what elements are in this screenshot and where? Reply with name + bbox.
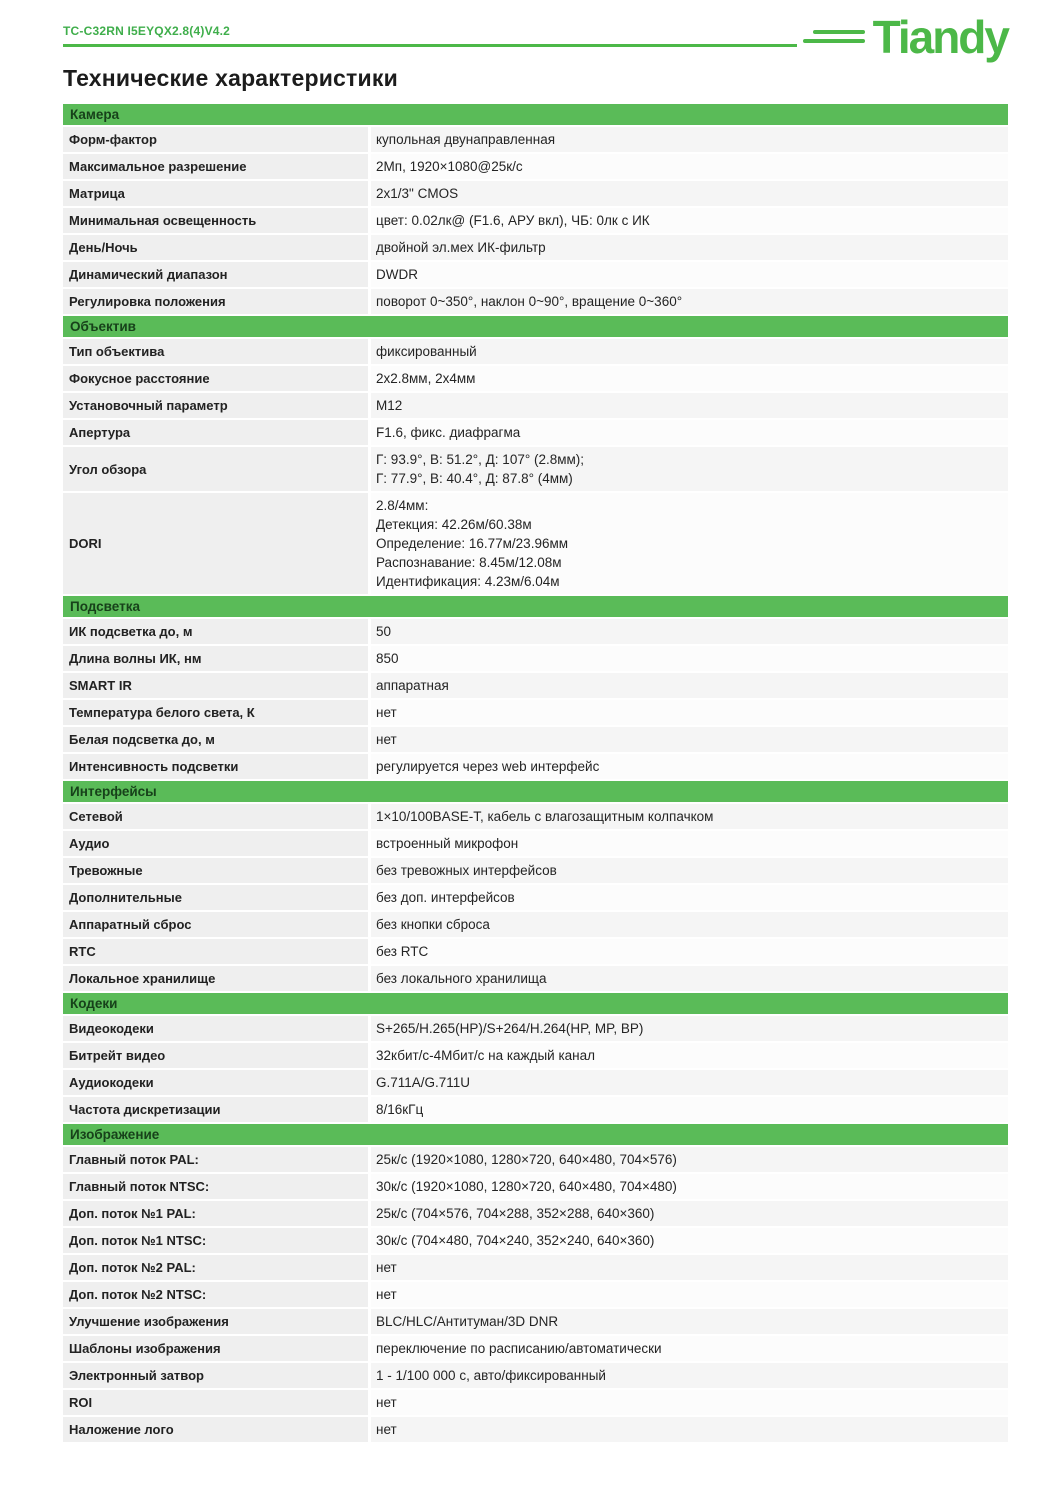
row-value xyxy=(371,289,1008,314)
value-line: Идентификация: 4.23м/6.04м xyxy=(376,574,560,589)
spec-row xyxy=(63,493,1008,594)
row-label: Матрица xyxy=(63,181,371,206)
row-value xyxy=(371,966,1008,991)
row-label: Сетевой xyxy=(63,804,371,829)
row-value xyxy=(371,447,1008,491)
row-label: Минимальная освещенность xyxy=(63,208,371,233)
spec-section xyxy=(63,316,1008,594)
row-label: Белая подсветка до, м xyxy=(63,727,371,752)
value-line: S+265/H.265(HP)/S+264/H.264(HP, MP, BP) xyxy=(376,1021,644,1036)
spec-row xyxy=(63,393,1008,418)
value-line: двойной эл.мех ИК-фильтр xyxy=(376,240,546,255)
row-value xyxy=(371,1309,1008,1334)
row-label: Динамический диапазон xyxy=(63,262,371,287)
row-value xyxy=(371,1336,1008,1361)
row-value xyxy=(371,646,1008,671)
section-body xyxy=(63,127,1008,314)
row-label: ИК подсветка до, м xyxy=(63,619,371,644)
spec-section xyxy=(63,596,1008,779)
value-line: 50 xyxy=(376,624,392,639)
spec-row xyxy=(63,885,1008,910)
row-label: Форм-фактор xyxy=(63,127,371,152)
row-value xyxy=(371,393,1008,418)
value-line: 1×10/100BASE-T, кабель с влагозащитным колпачком xyxy=(376,809,714,824)
value-line: нет xyxy=(376,1287,397,1302)
row-label: Видеокодеки xyxy=(63,1016,371,1041)
row-value xyxy=(371,804,1008,829)
spec-row xyxy=(63,966,1008,991)
row-value xyxy=(371,493,1008,594)
row-label: Апертура xyxy=(63,420,371,445)
value-line: 8/16кГц xyxy=(376,1102,424,1117)
row-label: Аудиокодеки xyxy=(63,1070,371,1095)
row-value xyxy=(371,1282,1008,1307)
row-value xyxy=(371,831,1008,856)
value-line: 1 - 1/100 000 с, авто/фиксированный xyxy=(376,1368,606,1383)
row-value xyxy=(371,885,1008,910)
row-value xyxy=(371,1363,1008,1388)
row-label: Установочный параметр xyxy=(63,393,371,418)
row-label: Угол обзора xyxy=(63,447,371,491)
value-line: поворот 0~350°, наклон 0~90°, вращение 0~360° xyxy=(376,294,683,309)
value-line: аппаратная xyxy=(376,678,449,693)
spec-row xyxy=(63,1043,1008,1068)
value-line: Определение: 16.77м/23.96мм xyxy=(376,536,569,551)
row-value xyxy=(371,1016,1008,1041)
section-header: Камера xyxy=(63,104,1008,125)
row-label: Шаблоны изображения xyxy=(63,1336,371,1361)
value-line: встроенный микрофон xyxy=(376,836,519,851)
spec-row xyxy=(63,1201,1008,1226)
row-value xyxy=(371,1255,1008,1280)
spec-row xyxy=(63,447,1008,491)
value-line: без RTC xyxy=(376,944,429,959)
spec-row xyxy=(63,673,1008,698)
row-label: Доп. поток №1 PAL: xyxy=(63,1201,371,1226)
value-line: 30к/с (704×480, 704×240, 352×240, 640×360) xyxy=(376,1233,655,1248)
section-header: Изображение xyxy=(63,1124,1008,1145)
spec-row xyxy=(63,619,1008,644)
row-label: Тревожные xyxy=(63,858,371,883)
section-body xyxy=(63,804,1008,991)
row-label: Аппаратный сброс xyxy=(63,912,371,937)
row-label: Дополнительные xyxy=(63,885,371,910)
row-label: DORI xyxy=(63,493,371,594)
spec-row xyxy=(63,181,1008,206)
spec-section xyxy=(63,781,1008,991)
value-line: без кнопки сброса xyxy=(376,917,490,932)
row-value xyxy=(371,673,1008,698)
spec-row xyxy=(63,1255,1008,1280)
value-line: F1.6, фикс. диафрагма xyxy=(376,425,521,440)
spec-row xyxy=(63,646,1008,671)
row-label: Длина волны ИК, нм xyxy=(63,646,371,671)
row-value xyxy=(371,1070,1008,1095)
spec-row xyxy=(63,262,1008,287)
spec-row xyxy=(63,127,1008,152)
header-rule xyxy=(63,14,797,47)
spec-row xyxy=(63,1174,1008,1199)
logo-dashes-icon xyxy=(803,30,865,43)
spec-row xyxy=(63,289,1008,314)
value-line: без локального хранилища xyxy=(376,971,547,986)
row-value xyxy=(371,1228,1008,1253)
section-header: Объектив xyxy=(63,316,1008,337)
row-value xyxy=(371,181,1008,206)
value-line: Г: 93.9°, В: 51.2°, Д: 107° (2.8мм); xyxy=(376,452,585,467)
value-line: нет xyxy=(376,1260,397,1275)
row-value xyxy=(371,1174,1008,1199)
value-line: 2Мп, 1920×1080@25к/с xyxy=(376,159,523,174)
spec-row xyxy=(63,235,1008,260)
row-label: Максимальное разрешение xyxy=(63,154,371,179)
value-line: BLC/HLC/Антитуман/3D DNR xyxy=(376,1314,559,1329)
row-label: Доп. поток №2 PAL: xyxy=(63,1255,371,1280)
spec-row xyxy=(63,1363,1008,1388)
row-label: RTC xyxy=(63,939,371,964)
value-line: M12 xyxy=(376,398,403,413)
row-label: Интенсивность подсветки xyxy=(63,754,371,779)
value-line: нет xyxy=(376,705,397,720)
value-line: 2x1/3" CMOS xyxy=(376,186,459,201)
spec-row xyxy=(63,1336,1008,1361)
spec-row xyxy=(63,700,1008,725)
row-value xyxy=(371,619,1008,644)
section-header: Кодеки xyxy=(63,993,1008,1014)
row-value xyxy=(371,1201,1008,1226)
row-label: Главный поток NTSC: xyxy=(63,1174,371,1199)
row-label: Наложение лого xyxy=(63,1417,371,1442)
row-value xyxy=(371,1147,1008,1172)
row-value xyxy=(371,1097,1008,1122)
spec-row xyxy=(63,1147,1008,1172)
row-label: Тип объектива xyxy=(63,339,371,364)
spec-row xyxy=(63,754,1008,779)
spec-table xyxy=(63,104,1008,1442)
spec-row xyxy=(63,1097,1008,1122)
value-line: 2x2.8мм, 2x4мм xyxy=(376,371,476,386)
value-line: 25к/с (704×576, 704×288, 352×288, 640×360) xyxy=(376,1206,655,1221)
section-header: Подсветка xyxy=(63,596,1008,617)
row-value xyxy=(371,127,1008,152)
row-value xyxy=(371,754,1008,779)
spec-row xyxy=(63,1228,1008,1253)
value-line: без тревожных интерфейсов xyxy=(376,863,557,878)
row-label: День/Ночь xyxy=(63,235,371,260)
logo-text: Tiandy xyxy=(872,10,1008,63)
spec-row xyxy=(63,1016,1008,1041)
row-label: Частота дискретизации xyxy=(63,1097,371,1122)
row-value xyxy=(371,154,1008,179)
row-value xyxy=(371,727,1008,752)
row-value xyxy=(371,420,1008,445)
spec-row xyxy=(63,804,1008,829)
row-value xyxy=(371,939,1008,964)
spec-row xyxy=(63,208,1008,233)
section-body xyxy=(63,1016,1008,1122)
value-line: купольная двунаправленная xyxy=(376,132,556,147)
spec-row xyxy=(63,1070,1008,1095)
spec-row xyxy=(63,1390,1008,1415)
row-label: Локальное хранилище xyxy=(63,966,371,991)
row-label: Регулировка положения xyxy=(63,289,371,314)
spec-section xyxy=(63,1124,1008,1442)
value-line: нет xyxy=(376,1422,397,1437)
value-line: нет xyxy=(376,732,397,747)
page-title: Технические характеристики xyxy=(63,65,398,91)
value-line: фиксированный xyxy=(376,344,477,359)
value-line: 30к/с (1920×1080, 1280×720, 640×480, 704×480) xyxy=(376,1179,677,1194)
spec-row xyxy=(63,366,1008,391)
value-line: 25к/с (1920×1080, 1280×720, 640×480, 704×576) xyxy=(376,1152,677,1167)
row-label: Электронный затвор xyxy=(63,1363,371,1388)
header xyxy=(63,10,1008,63)
value-line: переключение по расписанию/автоматически xyxy=(376,1341,662,1356)
spec-row xyxy=(63,1309,1008,1334)
spec-row xyxy=(63,1282,1008,1307)
row-value xyxy=(371,1043,1008,1068)
section-header: Интерфейсы xyxy=(63,781,1008,802)
spec-row xyxy=(63,727,1008,752)
row-label: Температура белого света, К xyxy=(63,700,371,725)
model-number: TC-C32RN I5EYQX2.8(4)V4.2 xyxy=(63,24,231,38)
spec-row xyxy=(63,939,1008,964)
spec-section xyxy=(63,993,1008,1122)
row-label: Улучшение изображения xyxy=(63,1309,371,1334)
value-line: без доп. интерфейсов xyxy=(376,890,515,905)
spec-row xyxy=(63,831,1008,856)
row-label: Доп. поток №1 NTSC: xyxy=(63,1228,371,1253)
section-body xyxy=(63,339,1008,594)
value-line: 850 xyxy=(376,651,399,666)
spec-row xyxy=(63,912,1008,937)
value-line: нет xyxy=(376,1395,397,1410)
value-line: DWDR xyxy=(376,267,418,282)
tiandy-logo xyxy=(803,10,1008,63)
spec-row xyxy=(63,339,1008,364)
spec-row xyxy=(63,420,1008,445)
spec-section xyxy=(63,104,1008,314)
value-line: Г: 77.9°, В: 40.4°, Д: 87.8° (4мм) xyxy=(376,471,573,486)
row-value xyxy=(371,262,1008,287)
value-line: 2.8/4мм: xyxy=(376,498,429,513)
row-value xyxy=(371,1417,1008,1442)
row-value xyxy=(371,1390,1008,1415)
row-label: Аудио xyxy=(63,831,371,856)
row-label: Главный поток PAL: xyxy=(63,1147,371,1172)
row-value xyxy=(371,700,1008,725)
value-line: 32кбит/с-4Мбит/с на каждый канал xyxy=(376,1048,596,1063)
row-label: Битрейт видео xyxy=(63,1043,371,1068)
row-value xyxy=(371,366,1008,391)
row-value xyxy=(371,208,1008,233)
spec-row xyxy=(63,1417,1008,1442)
row-value xyxy=(371,339,1008,364)
value-line: Детекция: 42.26м/60.38м xyxy=(376,517,532,532)
value-line: цвет: 0.02лк@ (F1.6, АРУ вкл), ЧБ: 0лк с ИК xyxy=(376,213,650,228)
value-line: G.711A/G.711U xyxy=(376,1075,471,1090)
row-value xyxy=(371,235,1008,260)
spec-row xyxy=(63,858,1008,883)
row-label: SMART IR xyxy=(63,673,371,698)
row-value xyxy=(371,912,1008,937)
value-line: регулируется через web интерфейс xyxy=(376,759,600,774)
row-label: Фокусное расстояние xyxy=(63,366,371,391)
value-line: Распознавание: 8.45м/12.08м xyxy=(376,555,562,570)
section-body xyxy=(63,1147,1008,1442)
section-body xyxy=(63,619,1008,779)
row-value xyxy=(371,858,1008,883)
row-label: ROI xyxy=(63,1390,371,1415)
spec-row xyxy=(63,154,1008,179)
row-label: Доп. поток №2 NTSC: xyxy=(63,1282,371,1307)
